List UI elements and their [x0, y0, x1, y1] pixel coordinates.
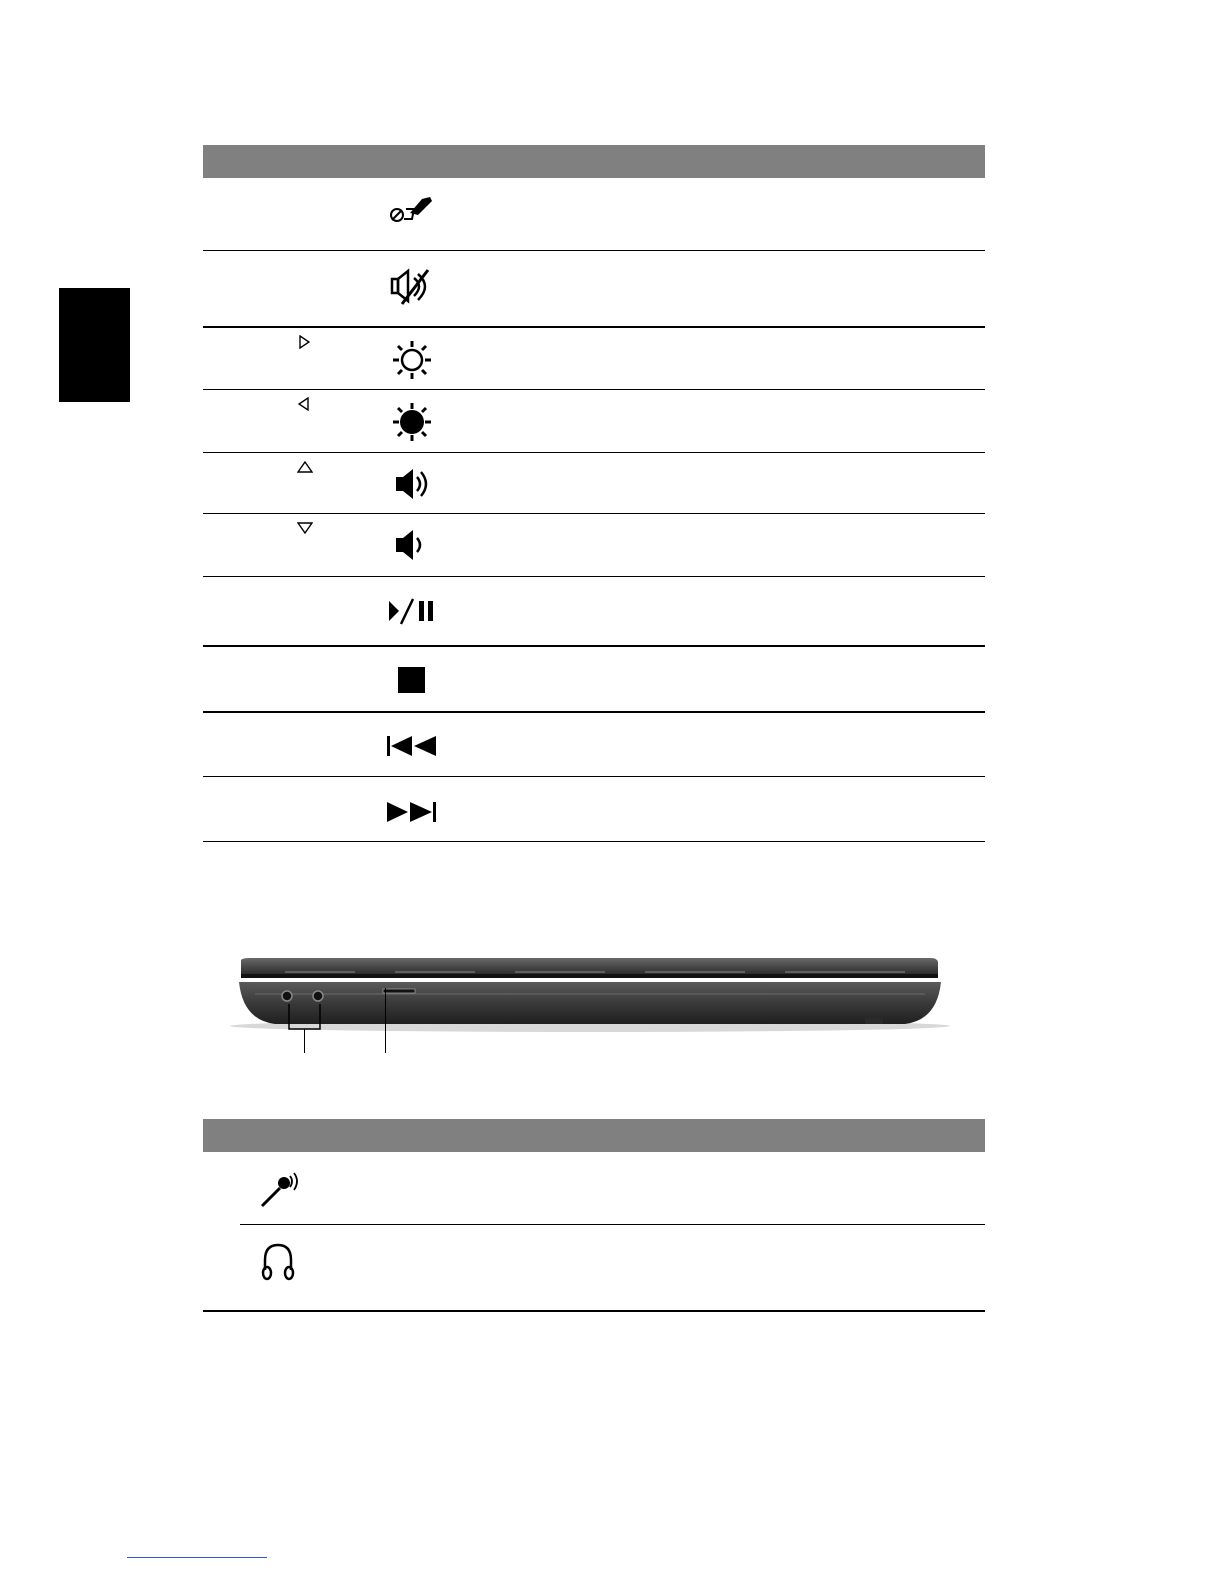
- row-divider: [203, 452, 985, 453]
- left-arrow-icon: [298, 397, 310, 411]
- table-bottom-rule: [203, 1310, 985, 1312]
- play-pause-icon: [387, 598, 437, 626]
- touchpad-toggle-icon: [388, 195, 436, 225]
- row-divider: [203, 711, 985, 713]
- callout-2: [385, 988, 386, 1053]
- stop-icon: [397, 666, 427, 694]
- microphone-icon: [258, 1170, 302, 1210]
- ports-table-header: [203, 1119, 985, 1152]
- row-divider: [203, 326, 985, 328]
- row-divider: [203, 250, 985, 251]
- speaker-mute-icon: [390, 268, 436, 306]
- volume-down-icon: [395, 528, 431, 564]
- row-divider: [203, 389, 985, 390]
- next-track-icon: [386, 801, 438, 823]
- row-divider: [203, 513, 985, 514]
- row-divider: [203, 576, 985, 577]
- row-divider: [203, 645, 985, 647]
- callout-1: [304, 1029, 305, 1053]
- brightness-down-icon: [390, 402, 434, 442]
- headphones-icon: [260, 1242, 296, 1282]
- volume-up-icon: [395, 467, 431, 503]
- brightness-up-icon: [390, 340, 434, 380]
- row-divider: [240, 1224, 985, 1225]
- footer-link-underline[interactable]: [127, 1557, 267, 1558]
- previous-track-icon: [386, 735, 438, 757]
- row-divider: [203, 776, 985, 777]
- down-arrow-icon: [297, 522, 313, 534]
- up-arrow-icon: [297, 461, 313, 473]
- language-side-tab: [59, 288, 130, 402]
- laptop-front-view: [225, 950, 955, 1060]
- table-bottom-rule: [203, 841, 985, 842]
- hotkey-table-header: [203, 145, 985, 178]
- right-arrow-icon: [298, 335, 310, 349]
